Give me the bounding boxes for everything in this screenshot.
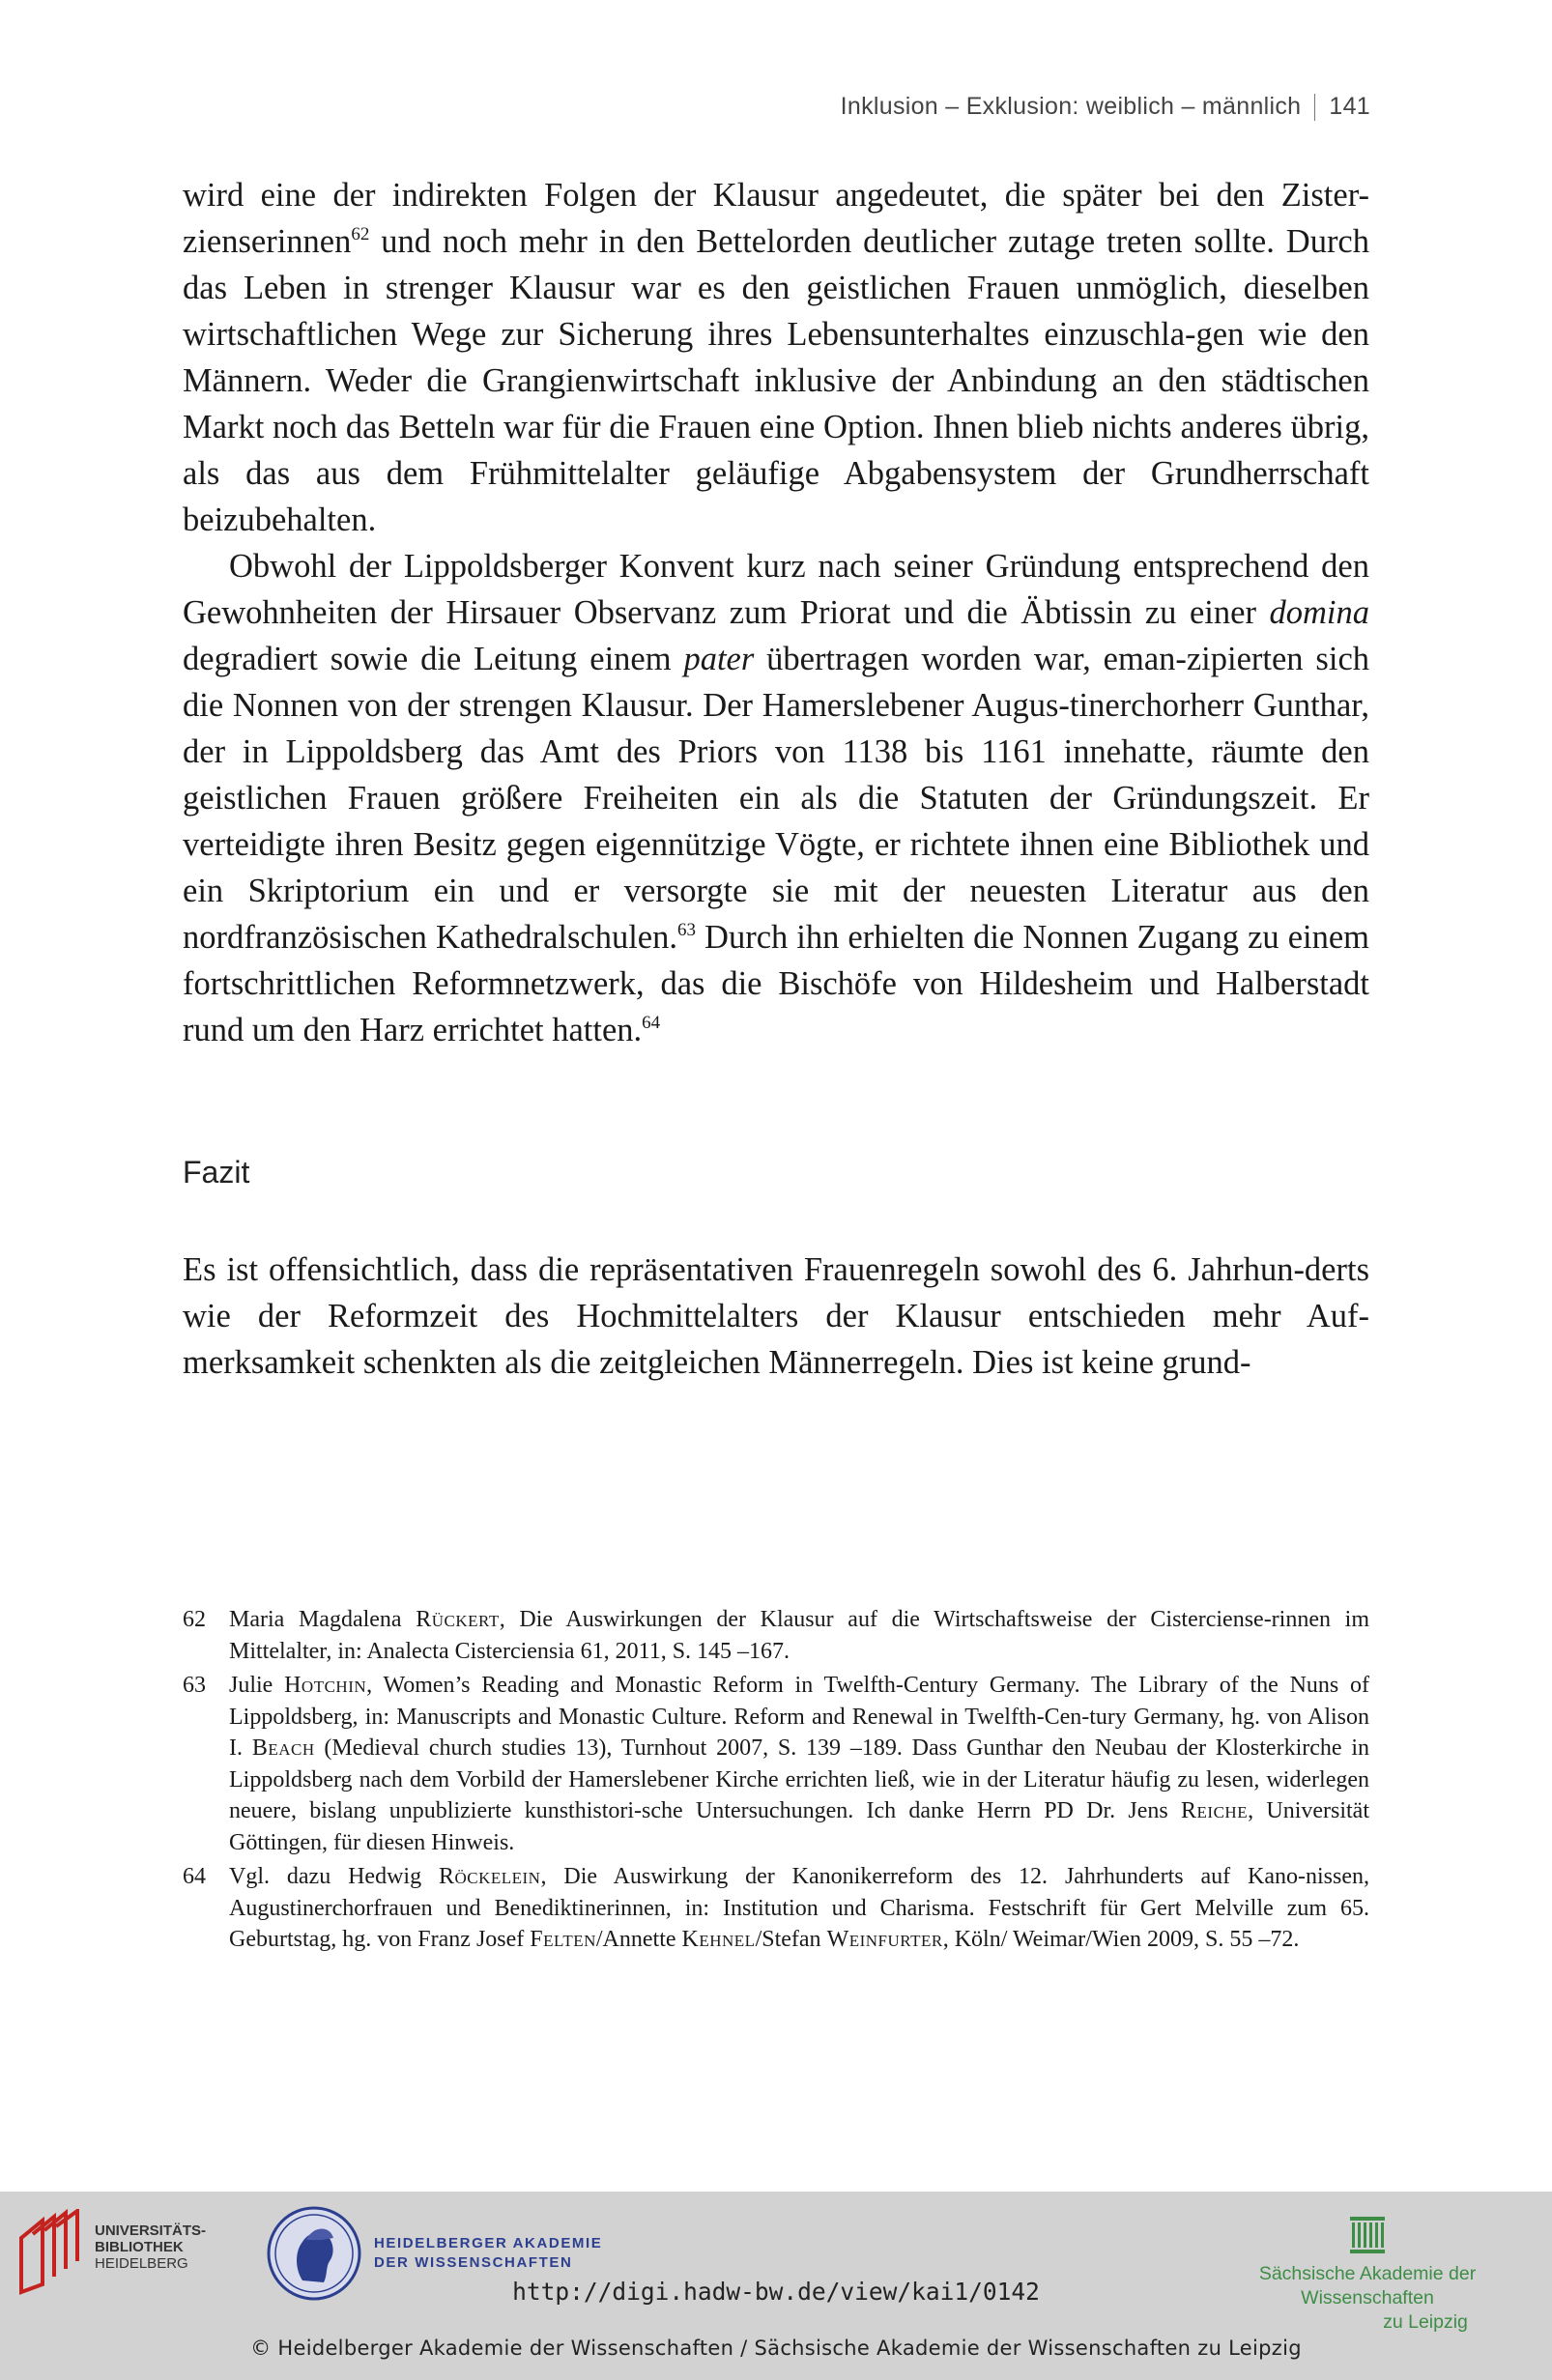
- footnote-text: [229, 1861, 1369, 1956]
- text-run: /Annette: [595, 1927, 682, 1952]
- italic-term: pater: [683, 641, 755, 677]
- ub-line-1: UNIVERSITÄTS-: [95, 2222, 207, 2239]
- footnotes: [183, 1604, 1369, 1959]
- copyright-notice: © Heidelberger Akademie der Wissenschaften / Sächsische Akademie der Wissenschaften zu Leipzig: [250, 2337, 1302, 2360]
- footnote-ref-63[interactable]: 63: [676, 920, 696, 940]
- text-run: , Universität Göttingen, für diesen Hinweis.: [229, 1798, 1369, 1855]
- footnote-number: 62: [183, 1607, 206, 1632]
- text-run: , Die Auswirkung der Kanonikerreform des 12. Jahrhunderts auf Kano-nissen, Augustinerchorfrauen und Benediktinerinnen, in: Institution und Charisma. Festschrift für Gert Melville zum 65. Geburtstag, hg. von Franz Josef: [229, 1864, 1369, 1952]
- permalink-url[interactable]: http://digi.hadw-bw.de/view/kai1/0142: [512, 2278, 1040, 2306]
- saw-building-icon: [1348, 2213, 1387, 2257]
- text-run: degradiert sowie die Leitung einem: [183, 641, 684, 677]
- ub-line-2: BIBLIOTHEK: [95, 2239, 184, 2255]
- text-run: Vgl. dazu Hedwig: [229, 1864, 439, 1889]
- footnote-number: 63: [183, 1673, 206, 1698]
- saw-line-2: zu Leipzig: [1383, 2311, 1468, 2333]
- text-run: (Medieval church studies 13), Turnhout 2007, S. 139 –189. Dass Gunthar den Neubau der Klosterkirche in Lippoldsberg nach dem Vorbild der Hamerslebener Kirche errichten ließ, wie in der Literatur häufig zu lesen, widerlegen neuere, bislang unpublizierte kunsthistori-sche Untersuchungen. Ich danke Herrn PD Dr. Jens: [229, 1735, 1370, 1823]
- ub-logo-text: [95, 2222, 206, 2272]
- footnote-ref-62[interactable]: 62: [351, 224, 370, 244]
- author-name: Kehnel: [681, 1927, 756, 1952]
- paragraph-1: [183, 172, 1369, 543]
- running-title: Inklusion – Exklusion: weiblich – männlich: [840, 93, 1302, 120]
- footnote-text: [229, 1604, 1369, 1667]
- running-header: [841, 93, 1370, 121]
- author-name: Weinfurter: [826, 1927, 943, 1952]
- author-name: Rückert: [416, 1607, 500, 1632]
- hadw-logo-text: [374, 2234, 602, 2273]
- text-run: Durch ihn erhielten die Nonnen Zugang zu einem fortschrittlichen Reformnetzwerk, das die Bischöfe von Hildesheim und Halberstadt rund um den Harz errichtet hatten.: [183, 919, 1369, 1048]
- main-text-continued: [183, 1247, 1369, 1386]
- text-run: , Women’s Reading and Monastic Reform in Twelfth-Century Germany. The Library of the Nuns of Lippoldsberg, in: Manuscripts and Monastic Culture. Reform and Renewal in Twelfth-Cen-tury Germany, hg. von Alison I.: [229, 1673, 1370, 1761]
- text-run: übertragen worden war, eman-zipierten sich die Nonnen von der strengen Klausur. Der Hamerslebener Augus-tinerchorherr Gunthar, der in Lippoldsberg das Amt des Priors von 1138 bis 1161 innehatte, räumte den geistlichen Frauen größere Freiheiten ein als die Statuten der Gründungszeit. Er verteidigte ihren Besitz gegen eigennützige Vögte, er richtete ihnen eine Bibliothek und ein Skriptorium ein und er versorgte sie mit der neuesten Literatur aus den nordfranzösischen Kathedralschulen.: [183, 641, 1370, 956]
- text-run: wird eine der indirekten Folgen der Klausur angedeutet, die später bei den Zister-zienserinnen: [183, 177, 1369, 260]
- saw-line-1: Sächsische Akademie der Wissenschaften: [1258, 2263, 1477, 2308]
- footnote-64: [183, 1861, 1369, 1956]
- page-number: 141: [1329, 93, 1370, 120]
- header-divider: [1314, 94, 1315, 121]
- author-name: Hotchin: [284, 1673, 367, 1698]
- ub-line-3: HEIDELBERG: [95, 2255, 188, 2272]
- footnote-text: [229, 1670, 1369, 1858]
- main-text: [183, 172, 1369, 1053]
- section-heading: Fazit: [183, 1155, 250, 1190]
- saw-leipzig-logo[interactable]: [1198, 2213, 1537, 2335]
- text-run: Maria Magdalena: [229, 1607, 417, 1632]
- author-name: Felten: [530, 1927, 596, 1952]
- author-name: Reiche: [1181, 1798, 1249, 1823]
- hadw-line-1: HEIDELBERGER AKADEMIE: [374, 2235, 603, 2251]
- text-run: und noch mehr in den Bettelorden deutlicher zutage treten sollte. Durch das Leben in strenger Klausur war es den geistlichen Frauen unmöglich, dieselben wirtschaftlichen Wege zur Sicherung ihres Lebensunterhaltes einzuschla-gen wie den Männern. Weder die Grangienwirtschaft inklusive der Anbindung an den städtischen Markt noch das Betteln war für die Frauen eine Option. Ihnen blieb nichts anderes übrig, als das aus dem Frühmittelalter geläufige Abgabensystem der Grundherrschaft beizubehalten.: [183, 223, 1369, 538]
- paragraph-2: [183, 543, 1369, 1053]
- text-run: /Stefan: [755, 1927, 827, 1952]
- text-run: Obwohl der Lippoldsberger Konvent kurz nach seiner Gründung entsprechend den Gewohnheiten der Hirsauer Observanz zum Priorat und die Äbtissin zu einer: [183, 548, 1369, 631]
- text-run: , Köln/ Weimar/Wien 2009, S. 55 –72.: [942, 1927, 1300, 1952]
- footnote-63: [183, 1670, 1369, 1858]
- text-run: Julie: [229, 1673, 285, 1698]
- paragraph-3: Es ist offensichtlich, dass die repräsentativen Frauenregeln sowohl des 6. Jahrhun-derts wie der Reformzeit des Hochmittelalters der Klausur entschieden mehr Auf-merksamkeit schenkten als die zeitgleichen Männerregeln. Dies ist keine grund-: [183, 1251, 1369, 1381]
- author-name: Röckelein: [438, 1864, 541, 1889]
- footnote-ref-64[interactable]: 64: [642, 1013, 661, 1033]
- footnote-62: [183, 1604, 1369, 1667]
- footnote-number: 64: [183, 1864, 206, 1889]
- italic-term: domina: [1269, 594, 1369, 631]
- hadw-line-2: DER WISSENSCHAFTEN: [374, 2254, 573, 2271]
- text-run: , Die Auswirkungen der Klausur auf die Wirtschaftsweise der Cisterciense-rinnen im Mittelalter, in: Analecta Cisterciensia 61, 2011, S. 145 –167.: [229, 1607, 1369, 1664]
- author-name: Beach: [251, 1735, 315, 1761]
